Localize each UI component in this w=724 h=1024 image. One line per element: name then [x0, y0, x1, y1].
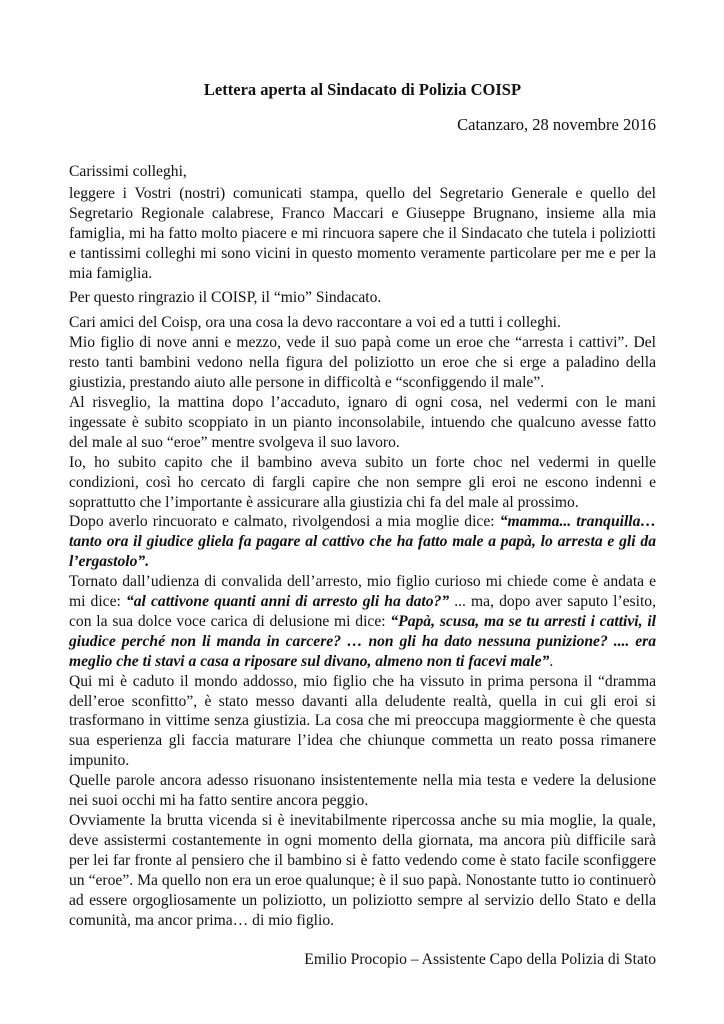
signature: Emilio Procopio – Assistente Capo della Polizia di Stato: [304, 951, 656, 969]
child-quote-1: “mamma... tranquilla… tanto ora il giudice gliela fa pagare al cattivo che ha fatto male a papà, lo arresta e gli da l’ergastolo”.: [69, 513, 656, 571]
child-quote-3: “Papà, scusa, ma se tu arresti i cattivi, il giudice perché non li manda in carcere? … non gli ha dato nessuna punizione? .... era meglio che ti stavi a casa a riposare sul divano, almeno non ti facevi male”: [69, 612, 656, 670]
paragraph-9: Qui mi è caduto il mondo addosso, mio figlio che ha vissuto in prima persona il “dramma dell’eroe sconfitto”, è stato messo davanti alla deludente realtà, quella in cui gli eroi si trasformano in vittime senza giustizia. La cosa che mi preoccupa maggiormente è che questa sua esperienza gli faccia maturare l’idea che chiunque commetta un reato possa rimanere impunito.: [69, 672, 656, 770]
paragraph-5: Al risveglio, la mattina dopo l’accaduto, ignaro di ogni cosa, nel vedermi con le mani ingessate è subito scoppiato in un pianto inconsolabile, intuendo che qualcuno avesse fatto del male al suo “eroe” mentre svolgeva il suo lavoro.: [69, 393, 656, 451]
letter-title: Lettera aperta al Sindacato di Polizia COISP: [203, 80, 522, 99]
paragraph-2: Per questo ringrazio il COISP, il “mio” Sindacato.: [69, 289, 382, 307]
paragraph-8: [69, 572, 656, 672]
paragraph-6: Io, ho subito capito che il bambino aveva subito un forte choc nel vedermi in quelle condizioni, così ho cercato di fargli capire che non sempre gli eroi ne escono indenni e soprattutto che l’importante è assicurare alla giustizia chi fa del male al prossimo.: [69, 453, 656, 511]
paragraph-1: leggere i Vostri (nostri) comunicati stampa, quello del Segretario Generale e quello del Segretario Regionale calabrese, Franco Maccari e Giuseppe Brugnano, insieme alla mia famiglia, mi ha fatto molto piacere e mi rincuora sapere che il Sindacato che tutela i poliziotti e tantissimi colleghi mi sono vicini in questo momento veramente particolare per me e per la mia famiglia.: [69, 184, 656, 282]
paragraph-10: Quelle parole ancora adesso risuonano insistentemente nella mia testa e vedere la delusione nei suoi occhi mi ha fatto sentire ancora peggio.: [69, 772, 656, 810]
paragraph-3: Cari amici del Coisp, ora una cosa la devo raccontare a voi ed a tutti i colleghi.: [69, 314, 561, 332]
paragraph-7-text: Dopo averlo rincuorato e calmato, rivolgendosi a mia moglie dice:: [69, 513, 500, 531]
paragraph-8-text-c: .: [549, 652, 554, 670]
paragraph-8-text-b: ... ma, dopo aver saputo l’esito, con la sua dolce voce carica di delusione mi dice:: [69, 593, 656, 630]
child-quote-2: “al cattivone quanti anni di arresto gli ha dato?”: [125, 593, 450, 611]
letter-body: [69, 162, 656, 930]
paragraph-8-text-a: Tornato dall’udienza di convalida dell’arresto, mio figlio curioso mi chiede come è andata e mi dice:: [69, 573, 656, 611]
paragraph-11: Ovviamente la brutta vicenda si è inevitabilmente ripercossa anche su mia moglie, la quale, deve assistermi costantemente in ogni momento della giornata, ma ancora più difficile sarà per lei far fronte al pensiero che il bambino si è fatto vedendo come è stato facile sconfiggere un “eroe”. Ma quello non era un eroe qualunque; è il suo papà. Nonostante tutto io continuerò ad essere orgogliosamente un poliziotto, un poliziotto sempre al servizio dello Stato e della comunità, ma ancor prima… di mio figlio.: [69, 812, 656, 929]
paragraph-4: Mio figlio di nove anni e mezzo, vede il suo papà come un eroe che “arresta i cattivi”. Del resto tanti bambini vedono nella figura del poliziotto un eroe che si erge a paladino della giustizia, prestando aiuto alle persone in difficoltà e “sconfiggendo il male”.: [69, 334, 656, 392]
paragraph-7: [69, 512, 656, 572]
place-date: Catanzaro, 28 novembre 2016: [457, 115, 656, 134]
salutation: Carissimi colleghi,: [69, 163, 187, 180]
